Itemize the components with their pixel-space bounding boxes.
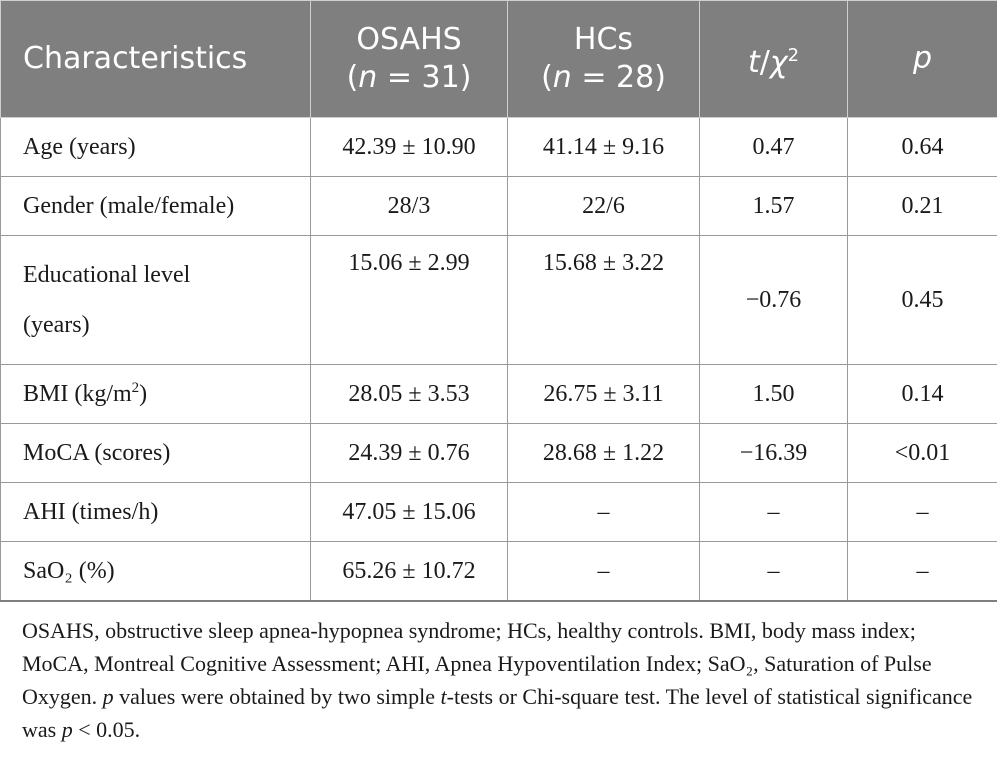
cell-hcs: – (508, 542, 700, 602)
header-hcs-count: = 28) (571, 60, 666, 95)
row-label: AHI (times/h) (1, 483, 311, 542)
footnote-text-3: -tests or Chi-square test. The level of statistical significance was (22, 684, 973, 742)
cell-osahs: 42.39 ± 10.90 (311, 118, 508, 177)
cell-stat: – (700, 542, 848, 602)
header-osahs-open: ( (346, 60, 359, 95)
cell-p: <0.01 (848, 424, 997, 483)
header-stat-sup: 2 (787, 44, 800, 66)
row-label-line1: Educational level (23, 262, 191, 288)
cell-hcs: 26.75 ± 3.11 (508, 365, 700, 424)
cell-p: – (848, 542, 997, 602)
footnote-p-symbol-2: p (61, 717, 73, 742)
table-row (1, 177, 997, 236)
row-label: MoCA (scores) (1, 424, 311, 483)
header-p-label: p (912, 41, 933, 76)
cell-osahs: 24.39 ± 0.76 (311, 424, 508, 483)
row-label (1, 365, 311, 424)
table-row (1, 424, 997, 483)
row-label-sup: 2 (131, 380, 140, 396)
header-hcs (508, 1, 700, 118)
header-osahs (311, 1, 508, 118)
cell-hcs: – (508, 483, 700, 542)
cell-hcs: 22/6 (508, 177, 700, 236)
cell-p: 0.21 (848, 177, 997, 236)
cell-p: 0.14 (848, 365, 997, 424)
table-row (1, 236, 997, 365)
header-row (1, 1, 997, 118)
row-label: Age (years) (1, 118, 311, 177)
header-characteristics: Characteristics (1, 1, 311, 118)
table-row (1, 483, 997, 542)
footnote-t-symbol: t (440, 684, 447, 709)
cell-p: 0.45 (848, 236, 997, 365)
footnote-text-4: < 0.05. (72, 717, 141, 742)
cell-osahs: 28/3 (311, 177, 508, 236)
row-label: Gender (male/female) (1, 177, 311, 236)
header-stat-t: t (747, 44, 760, 80)
header-hcs-open: ( (541, 60, 553, 95)
cell-stat: −16.39 (700, 424, 848, 483)
row-label-end: ) (139, 381, 148, 407)
cell-osahs: 65.26 ± 10.72 (311, 542, 508, 602)
cell-stat: – (700, 483, 848, 542)
header-statistic (700, 1, 848, 118)
cell-osahs: 28.05 ± 3.53 (311, 365, 508, 424)
table-row (1, 118, 997, 177)
table-row (1, 542, 997, 602)
cell-stat: −0.76 (700, 236, 848, 365)
row-label: SaO₂ (%) (1, 542, 311, 602)
row-label-main: BMI (kg/m (23, 381, 132, 407)
cell-osahs: 47.05 ± 15.06 (311, 483, 508, 542)
footnote-text-1: OSAHS, obstructive sleep apnea-hypopnea syndrome; HCs, healthy controls. BMI, body mass index; MoCA, Montreal Cognitive Assessment; AHI, Apnea Hypoventilation Index; SaO₂, Saturation of Pulse Oxygen. (22, 618, 932, 709)
cell-stat: 0.47 (700, 118, 848, 177)
header-osahs-name: OSAHS (356, 22, 462, 57)
row-label (1, 236, 311, 365)
cell-osahs: 15.06 ± 2.99 (311, 236, 508, 365)
cell-hcs: 28.68 ± 1.22 (508, 424, 700, 483)
table-header (1, 1, 997, 118)
header-hcs-n: n (552, 60, 572, 95)
header-osahs-count: = 31) (377, 60, 472, 95)
header-stat-slash: / (759, 44, 770, 80)
row-label-line2: (years) (23, 312, 90, 338)
cell-stat: 1.50 (700, 365, 848, 424)
header-p (848, 1, 997, 118)
footnote-p-symbol: p (102, 684, 114, 709)
cell-hcs: 15.68 ± 3.22 (508, 236, 700, 365)
header-osahs-n: n (358, 60, 378, 95)
table-row (1, 365, 997, 424)
cell-p: – (848, 483, 997, 542)
header-hcs-name: HCs (573, 22, 634, 57)
header-stat-chi: χ (769, 44, 788, 80)
cell-hcs: 41.14 ± 9.16 (508, 118, 700, 177)
footnote-text-2: values were obtained by two simple (113, 684, 441, 709)
cell-p: 0.64 (848, 118, 997, 177)
table-body (1, 118, 997, 602)
cell-stat: 1.57 (700, 177, 848, 236)
table-footnote (22, 614, 982, 746)
